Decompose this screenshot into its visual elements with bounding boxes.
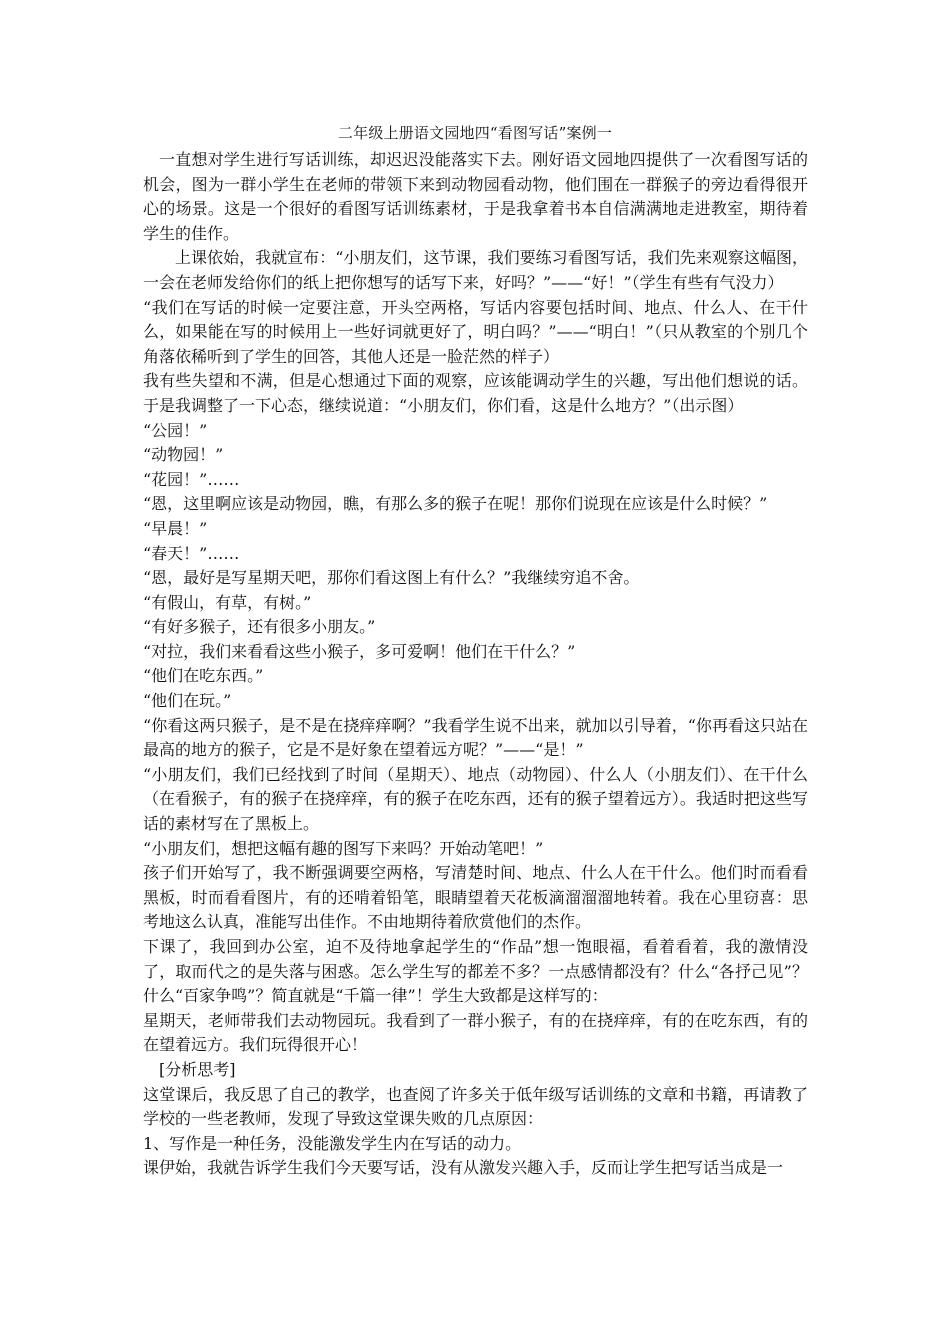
paragraph: 1、写作是一种任务，没能激发学生内在写话的动力。 <box>143 1133 522 1153</box>
paragraph: 这堂课后，我反思了自己的教学，也查阅了许多关于低年级写话训练的文章和书籍，再请教了学校的一些老教师，发现了导致这堂课失败的几点原因： <box>143 1084 808 1129</box>
paragraph: “动物园！” <box>143 445 224 465</box>
document-title: 二年级上册语文园地四“看图写话”案例一 <box>337 124 613 142</box>
paragraph: “公园！” <box>143 420 208 440</box>
paragraph: “我们在写话的时候一定要注意，开头空两格，写话内容要包括时间、地点、什么人、在干什么，如果能在写的时候用上一些好词就更好了，明白吗？”——“明白！”（只从教室的个别几个角落依稀听到了学生的回答，其他人还是一脸茫然的样子） <box>143 297 808 366</box>
paragraph: “有假山，有草，有树。” <box>143 592 312 612</box>
paragraph: “花园！”…… <box>143 469 240 489</box>
paragraph: 一直想对学生进行写话训练，却迟迟没能落实下去。刚好语文园地四提供了一次看图写话的机会，图为一群小学生在老师的带领下来到动物园看动物，他们围在一群猴子的旁边看得很开心的场景。这是一个很好的看图写话训练素材，于是我拿着书本自信满满地走进教室，期待着学生的佳作。 <box>143 150 808 243</box>
paragraph: “他们在玩。” <box>143 691 232 711</box>
paragraph: “对拉，我们来看看这些小猴子，多可爱啊！他们在干什么？” <box>143 641 576 661</box>
paragraph: 上课依始，我就宣布：“小朋友们，这节课，我们要练习看图写话，我们先来观察这幅图，一会在老师发给你们的纸上把你想写的话写下来，好吗？”——“好！”（学生有些有气没力） <box>143 248 808 292</box>
paragraph: “早晨！” <box>143 518 208 538</box>
paragraph: “你看这两只猴子，是不是在挠痒痒啊？”我看学生说不出来，就加以引导着，“你再看这只站在最高的地方的猴子，它是不是好象在望着远方呢？”——“是！” <box>143 715 808 760</box>
paragraph: “春天！”…… <box>143 543 240 563</box>
paragraph: 孩子们开始写了，我不断强调要空两格，写清楚时间、地点、什么人在干什么。他们时而看看黑板，时而看看图片，有的还啃着铅笔，眼睛望着天花板滴溜溜溜地转着。我在心里窃喜：思考地这么认真，准能写出佳作。不由地期待着欣赏他们的杰作。 <box>143 863 808 932</box>
paragraph: “有好多猴子，还有很多小朋友。” <box>143 617 376 637</box>
paragraph: [分析思考] <box>159 1059 236 1079</box>
paragraph: “他们在吃东西。” <box>143 666 264 686</box>
paragraph: “恩，这里啊应该是动物园，瞧，有那么多的猴子在呢！那你们说现在应该是什么时候？” <box>143 494 768 514</box>
paragraph: 我有些失望和不满，但是心想通过下面的观察，应该能调动学生的兴趣，写出他们想说的话。于是我调整了一下心态，继续说道：“小朋友们，你们看，这是什么地方？”（出示图） <box>143 371 808 415</box>
paragraph: 下课了，我回到办公室，迫不及待地拿起学生的“作品”想一饱眼福，看着看着，我的激情没了，取而代之的是失落与困惑。怎么学生写的都差不多？一点感情都没有？什么“各抒己见”？什么“百家争鸣”？简直就是“千篇一律”！学生大致都是这样写的： <box>143 937 808 1006</box>
paragraph: “小朋友们，我们已经找到了时间（星期天）、地点（动物园）、什么人（小朋友们）、在干什么（在看猴子，有的猴子在挠痒痒，有的猴子在吃东西，还有的猴子望着远方）。我适时把这些写话的素材写在了黑板上。 <box>143 764 808 834</box>
paragraph: 星期天，老师带我们去动物园玩。我看到了一群小猴子，有的在挠痒痒，有的在吃东西，有的在望着远方。我们玩得很开心！ <box>143 1010 808 1055</box>
paragraph: 课伊始，我就告诉学生我们今天要写话，没有从激发兴趣入手，反而让学生把写话当成是一 <box>143 1158 784 1178</box>
paragraph: “恩，最好是写星期天吧，那你们看这图上有什么？”我继续穷追不舍。 <box>143 568 640 588</box>
document-body <box>143 148 808 1181</box>
paragraph: “小朋友们，想把这幅有趣的图写下来吗？开始动笔吧！” <box>143 838 544 858</box>
